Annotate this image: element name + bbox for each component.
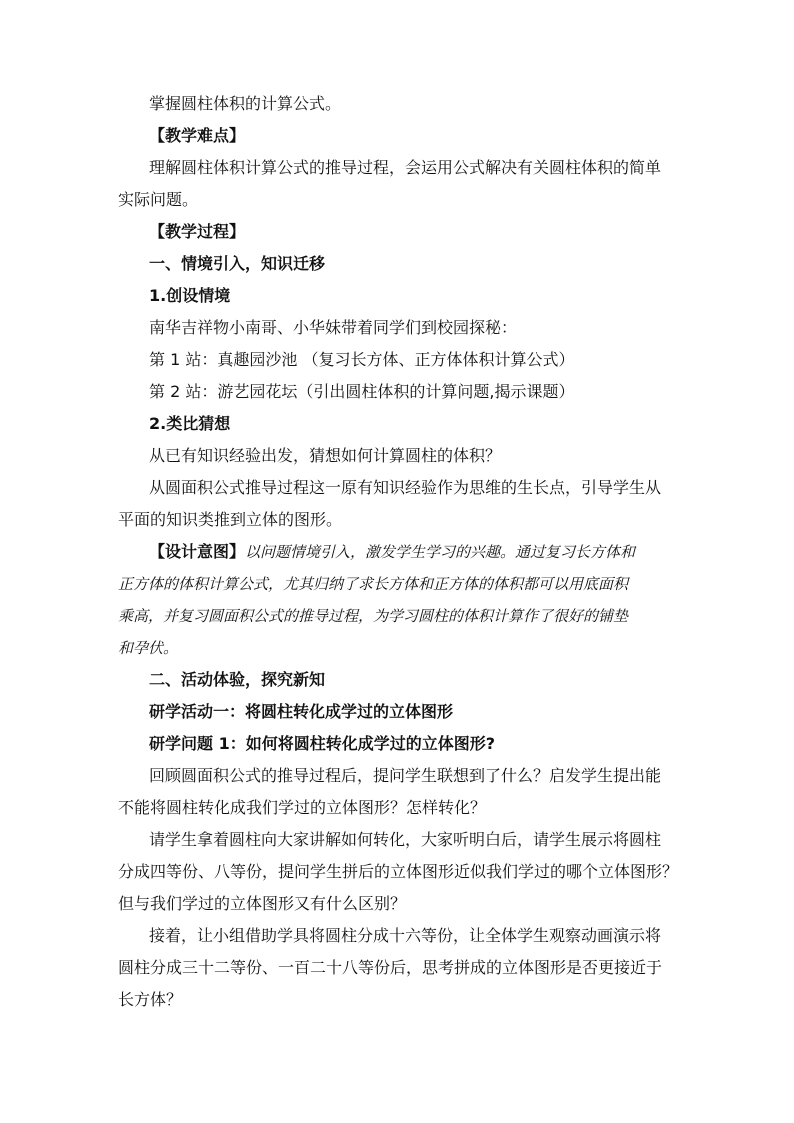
design-intent-line: 和孕伏。 (118, 639, 179, 657)
text-line: 回顾圆面积公式的推导过程后，提问学生联想到了什么？启发学生提出能 (149, 766, 662, 785)
text-line: 接着，让小组借助学具将圆柱分成十六等份，让全体学生观察动画演示将 (149, 926, 662, 945)
section-heading-1: 一、情境引入，知识迁移 (149, 254, 326, 273)
text-line: 长方体？ (118, 990, 183, 1009)
text-line: 掌握圆柱体积的计算公式。 (149, 94, 342, 113)
text-line: 圆柱分成三十二等份、一百二十八等份后，思考拼成的立体图形是否更接近于 (118, 958, 663, 977)
text-line: 不能将圆柱转化成我们学过的立体图形？怎样转化？ (118, 798, 487, 817)
text-line: 南华吉祥物小南哥、小华妹带着同学们到校园探秘： (149, 318, 518, 337)
subsection-heading-1-2: 2.类比猜想 (149, 414, 231, 433)
design-intent-line: 正方体的体积计算公式，尤其归纳了求长方体和正方体的体积都可以用底面积 (118, 575, 629, 593)
text-line: 第 1 站：真趣园沙池 （复习长方体、正方体体积计算公式） (149, 350, 575, 369)
design-intent-line: 乘高，并复习圆面积公式的推导过程，为学习圆柱的体积计算作了很好的铺垫 (118, 607, 629, 625)
text-line: 平面的知识类推到立体的图形。 (118, 510, 343, 529)
text-line: 请学生拿着圆柱向大家讲解如何转化，大家听明白后，请学生展示将圆柱 (149, 830, 662, 849)
text-line: 但与我们学过的立体图形又有什么区别？ (118, 894, 407, 913)
heading-teaching-difficulty: 【教学难点】 (149, 126, 246, 145)
heading-teaching-process: 【教学过程】 (149, 222, 246, 241)
text-line: 理解圆柱体积计算公式的推导过程，会运用公式解决有关圆柱体积的简单 (149, 158, 662, 177)
text-line: 从圆面积公式推导过程这一原有知识经验作为思维的生长点，引导学生从 (149, 478, 662, 497)
text-line: 实际问题。 (118, 190, 199, 209)
subsection-heading-1-1: 1.创设情境 (149, 286, 231, 305)
text-line: 分成四等份、八等份，提问学生拼后的立体图形近似我们学过的哪个立体图形？ (118, 862, 678, 881)
activity-heading-1: 研学活动一：将圆柱转化成学过的立体图形 (149, 702, 454, 721)
document-body (118, 88, 678, 1016)
text-line: 第 2 站：游艺园花坛（引出圆柱体积的计算问题,揭示课题） (149, 382, 575, 401)
design-intent-text: 以问题情境引入，激发学生学习的兴趣。通过复习长方体和 (245, 543, 636, 561)
design-intent-line (118, 536, 678, 568)
question-heading-1: 研学问题 1：如何将圆柱转化成学过的立体图形? (149, 734, 495, 753)
design-intent-tag: 【设计意图】 (149, 542, 246, 561)
text-line: 从已有知识经验出发，猜想如何计算圆柱的体积？ (149, 446, 502, 465)
section-heading-2: 二、活动体验，探究新知 (149, 670, 326, 689)
